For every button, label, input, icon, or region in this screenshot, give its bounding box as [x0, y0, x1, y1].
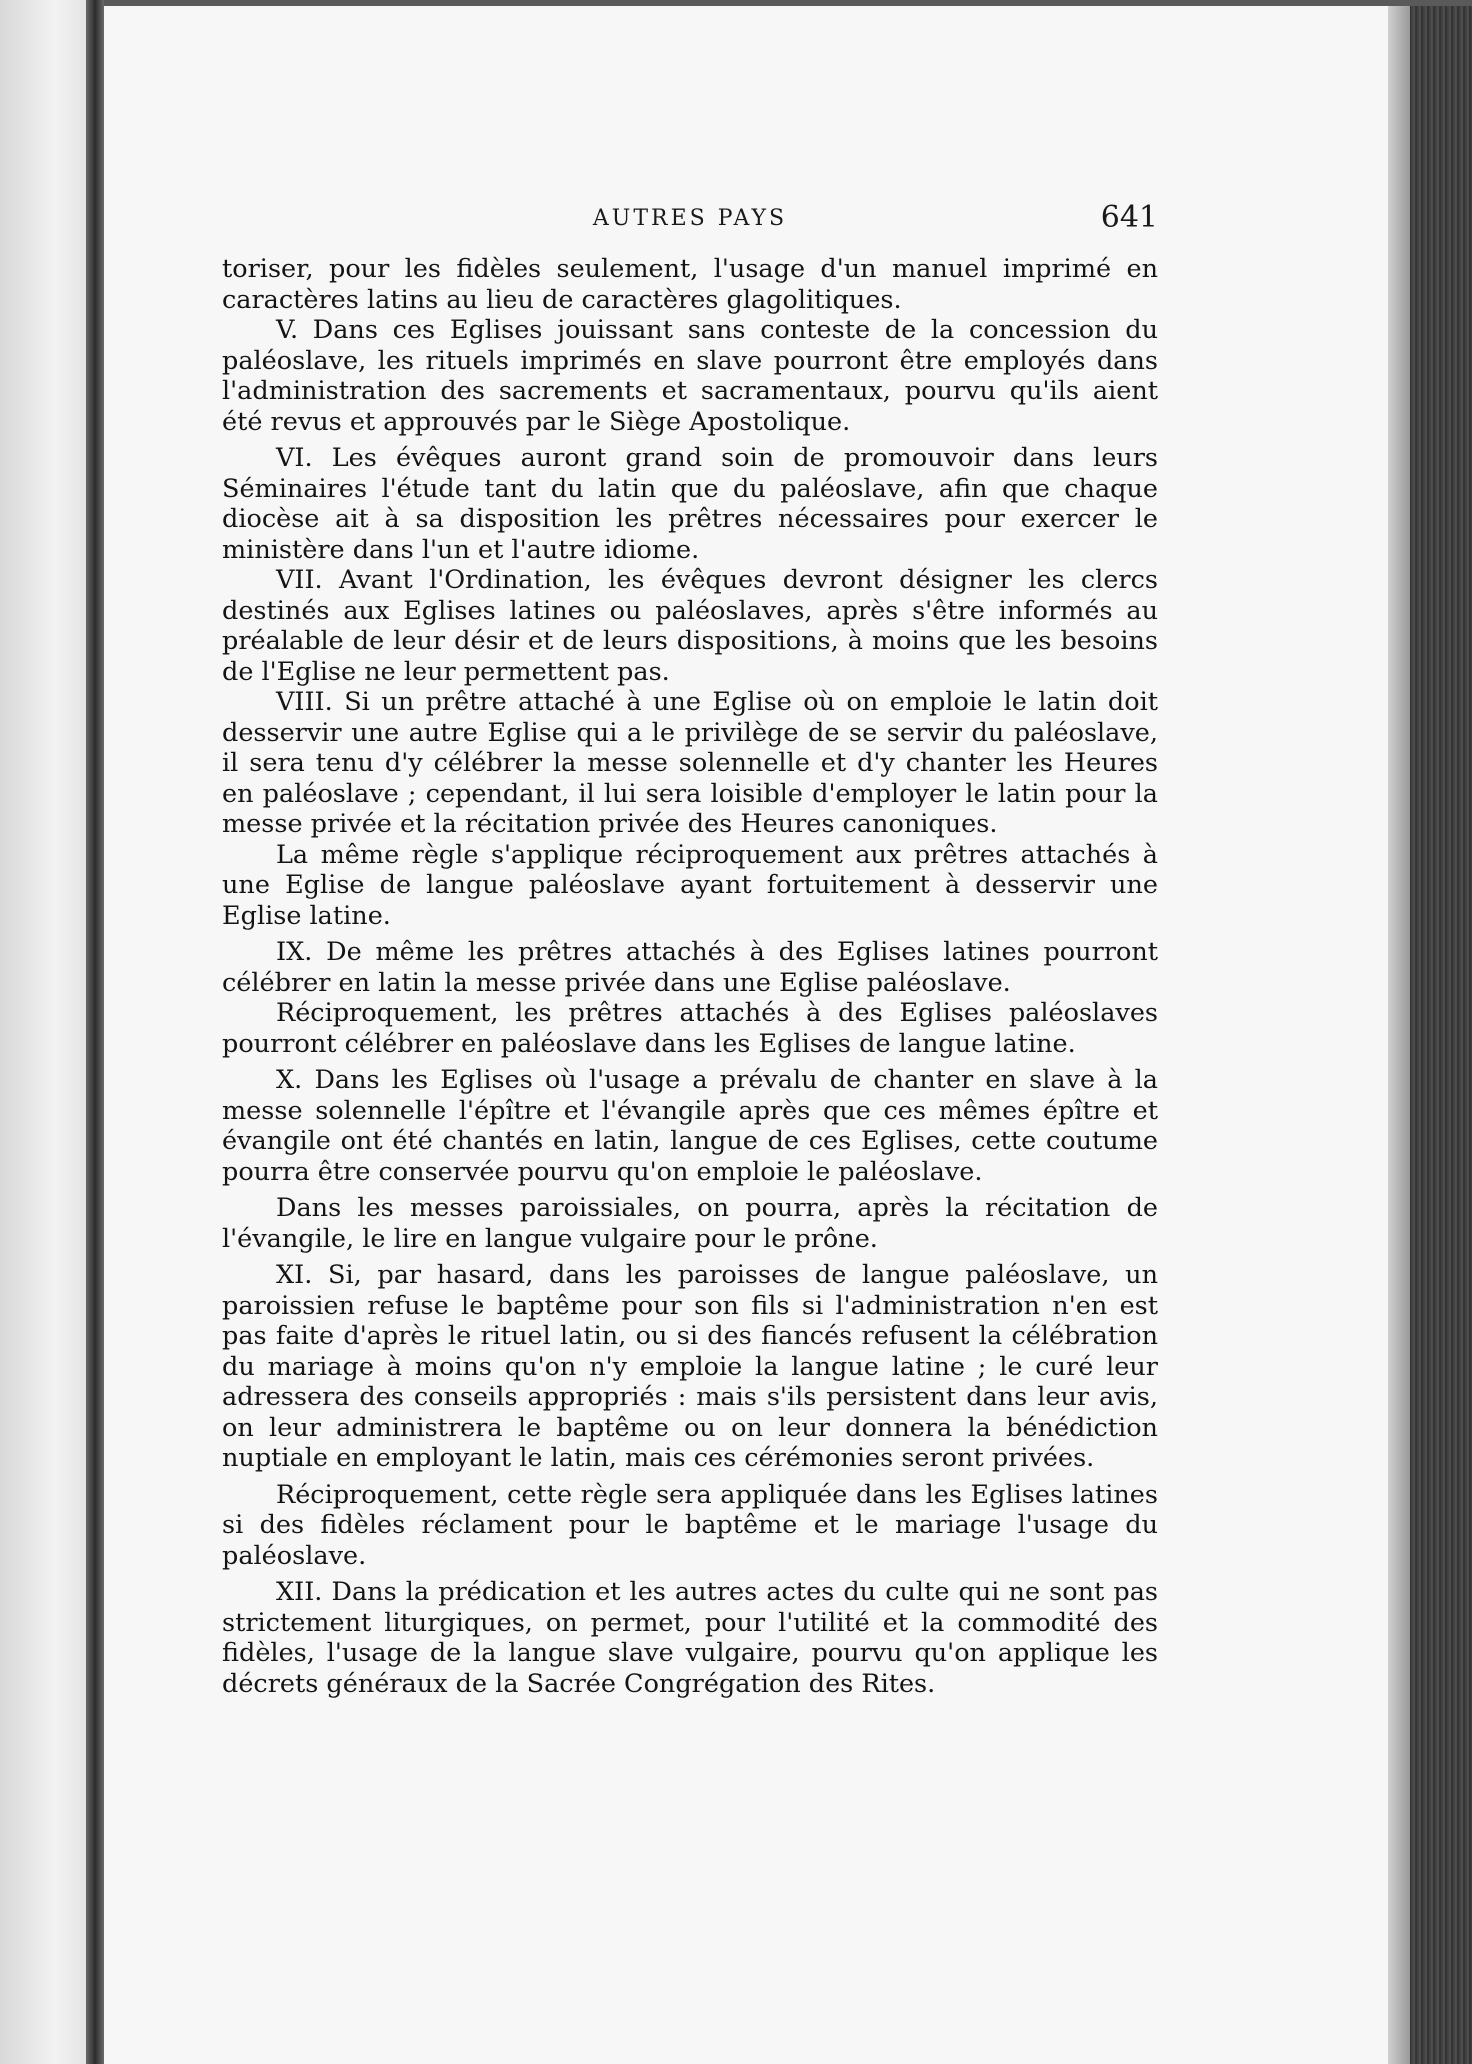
paragraph-article-viii: VIII. Si un prêtre attaché à une Eglise où on emploie le latin doit desservir une autre Eglise qui a le privilège de se servir du paléoslave, il sera tenu d'y célébrer la messe solennelle et d'y chanter les Heures en paléoslave ; cependant, il lui sera loisible d'employer le latin pour la messe privée et la récitation privée des Heures canoniques. — [222, 687, 1158, 839]
page-number: 641 — [1100, 200, 1158, 235]
paragraph-article-vi: VI. Les évêques auront grand soin de promouvoir dans leurs Séminaires l'étude tant du latin que du paléoslave, afin que chaque diocèse ait à sa disposition les prêtres nécessaires pour exercer le ministère dans l'un et l'autre idiome. — [222, 443, 1158, 565]
paragraph: La même règle s'applique réciproquement aux prêtres attachés à une Eglise de langue paléoslave ayant fortuitement à desservir une Eglise latine. — [222, 839, 1158, 931]
paragraph-article-x: X. Dans les Eglises où l'usage a prévalu de chanter en slave à la messe solennelle l'épître et l'évangile après que ces mêmes épître et évangile ont été chantés en latin, langue de ces Eglises, cette coutume pourra être conservée pourvu qu'on emploie le paléoslave. — [222, 1065, 1158, 1187]
body-text — [222, 254, 1158, 1699]
paragraph: Dans les messes paroissiales, on pourra, après la récitation de l'évangile, le lire en langue vulgaire pour le prône. — [222, 1193, 1158, 1254]
paragraph: toriser, pour les fidèles seulement, l'usage d'un manuel imprimé en caractères latins au lieu de caractères glagolitiques. — [222, 254, 1158, 315]
book-gutter — [86, 0, 106, 2064]
running-title: AUTRES PAYS — [592, 206, 788, 231]
paragraph-article-xii: XII. Dans la prédication et les autres actes du culte qui ne sont pas strictement liturgiques, on permet, pour l'utilité et la commodité des fidèles, l'usage de la langue slave vulgaire, pourvu qu'on applique les décrets généraux de la Sacrée Congrégation des Rites. — [222, 1577, 1158, 1699]
paragraph-article-xi: XI. Si, par hasard, dans les paroisses de langue paléoslave, un paroissien refuse le baptême pour son fils si l'administration n'en est pas faite d'après le rituel latin, ou si des fiancés refusent la célébration du mariage à moins qu'on n'y emploie la langue latine ; le curé leur adressera des conseils appropriés : mais s'ils persistent dans leur avis, on leur administrera le baptême ou on leur donnera la bénédiction nuptiale en employant le latin, mais ces cérémonies seront privées. — [222, 1260, 1158, 1473]
running-head — [222, 200, 1158, 246]
paragraph: Réciproquement, les prêtres attachés à des Eglises paléoslaves pourront célébrer en paléoslave dans les Eglises de langue latine. — [222, 998, 1158, 1059]
paragraph-article-v: V. Dans ces Eglises jouissant sans conteste de la concession du paléoslave, les rituels imprimés en slave pourront être employés dans l'administration des sacrements et sacramentaux, pourvu qu'ils aient été revus et approuvés par le Siège Apostolique. — [222, 315, 1158, 437]
paragraph: Réciproquement, cette règle sera appliquée dans les Eglises latines si des fidèles réclament pour le baptême et le mariage l'usage du paléoslave. — [222, 1479, 1158, 1571]
page-edge-highlight — [1388, 6, 1410, 2064]
left-page-edge — [0, 0, 92, 2064]
paragraph-article-ix: IX. De même les prêtres attachés à des Eglises latines pourront célébrer en latin la messe privée dans une Eglise paléoslave. — [222, 937, 1158, 998]
paragraph-article-vii: VII. Avant l'Ordination, les évêques devront désigner les clercs destinés aux Eglises latines ou paléoslaves, après s'être informés au préalable de leur désir et de leurs dispositions, à moins que les besoins de l'Eglise ne leur permettent pas. — [222, 565, 1158, 687]
